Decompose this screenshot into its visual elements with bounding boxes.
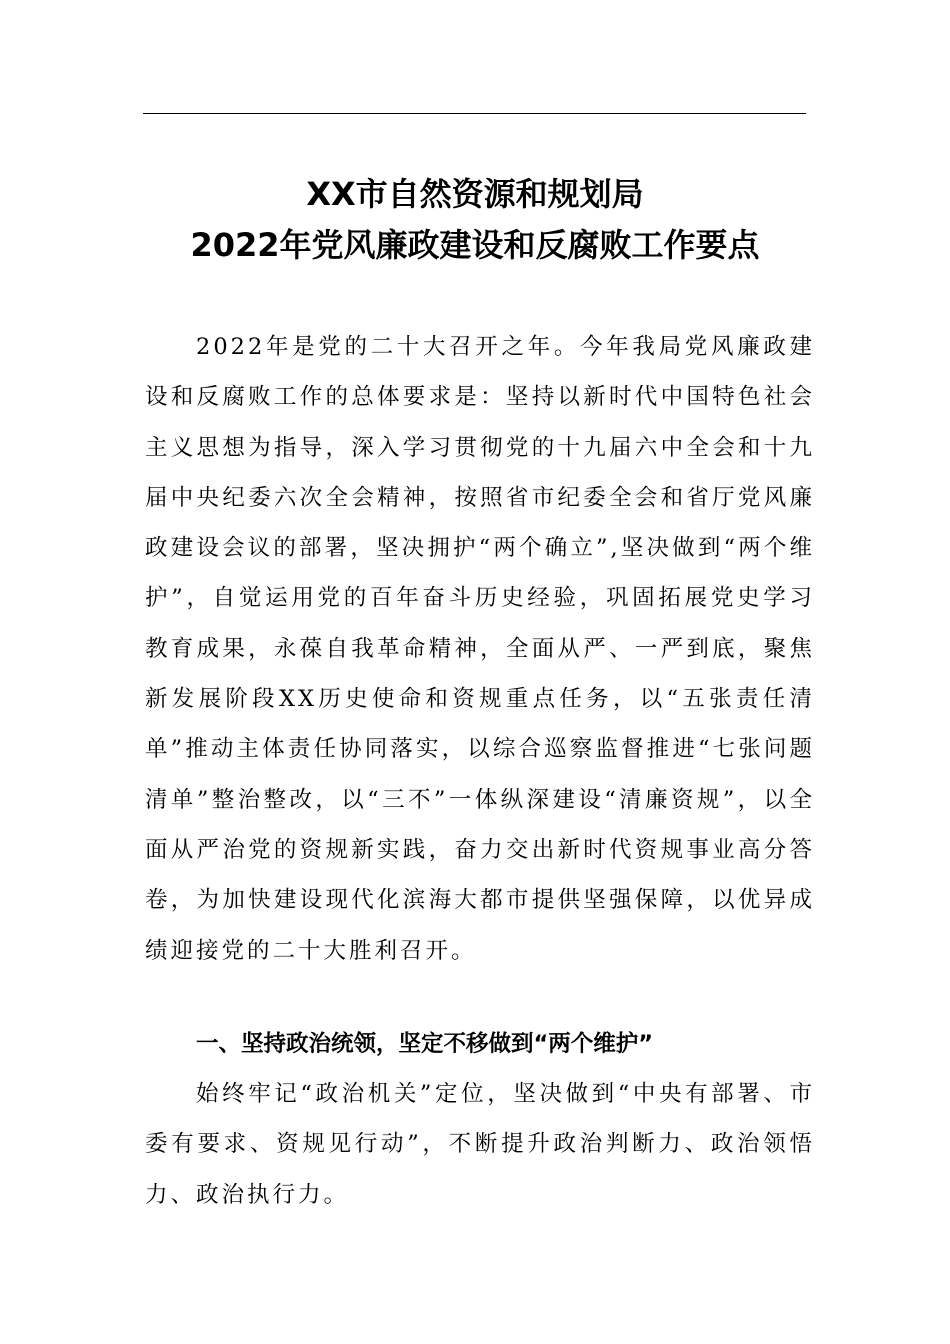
document-title-line-1: XX市自然资源和规划局 xyxy=(306,175,644,213)
header-rule xyxy=(143,113,806,114)
document-title-line-2: 2022年党风廉政建设和反腐败工作要点 xyxy=(190,226,760,264)
section-1-paragraph: 始终牢记“政治机关”定位，坚决做到“中央有部署、市委有要求、资规见行动”，不断提升政治判断力、政治领悟力、政治执行力。 xyxy=(145,1081,815,1208)
section-1-heading: 一、坚持政治统领，坚定不移做到“两个维护” xyxy=(196,1031,654,1057)
intro-paragraph: 2022年是党的二十大召开之年。今年我局党风廉政建设和反腐败工作的总体要求是：坚持以新时代中国特色社会主义思想为指导，深入学习贯彻党的十九届六中全会和十九届中央纪委六次全会精神，按照省市纪委全会和省厅党风廉政建设会议的部署，坚决拥护“两个确立”,坚决做到“两个维护”，自觉运用党的百年奋斗历史经验，巩固拓展党史学习教育成果，永葆自我革命精神，全面从严、一严到底，聚焦新发展阶段XX历史使命和资规重点任务，以“五张责任清单”推动主体责任协同落实，以综合巡察监督推进“七张问题清单”整治整改，以“三不”一体纵深建设“清廉资规”，以全面从严治党的资规新实践，奋力交出新时代资规事业高分答卷，为加快建设现代化滨海大都市提供坚强保障，以优异成绩迎接党的二十大胜利召开。 xyxy=(145,334,815,964)
